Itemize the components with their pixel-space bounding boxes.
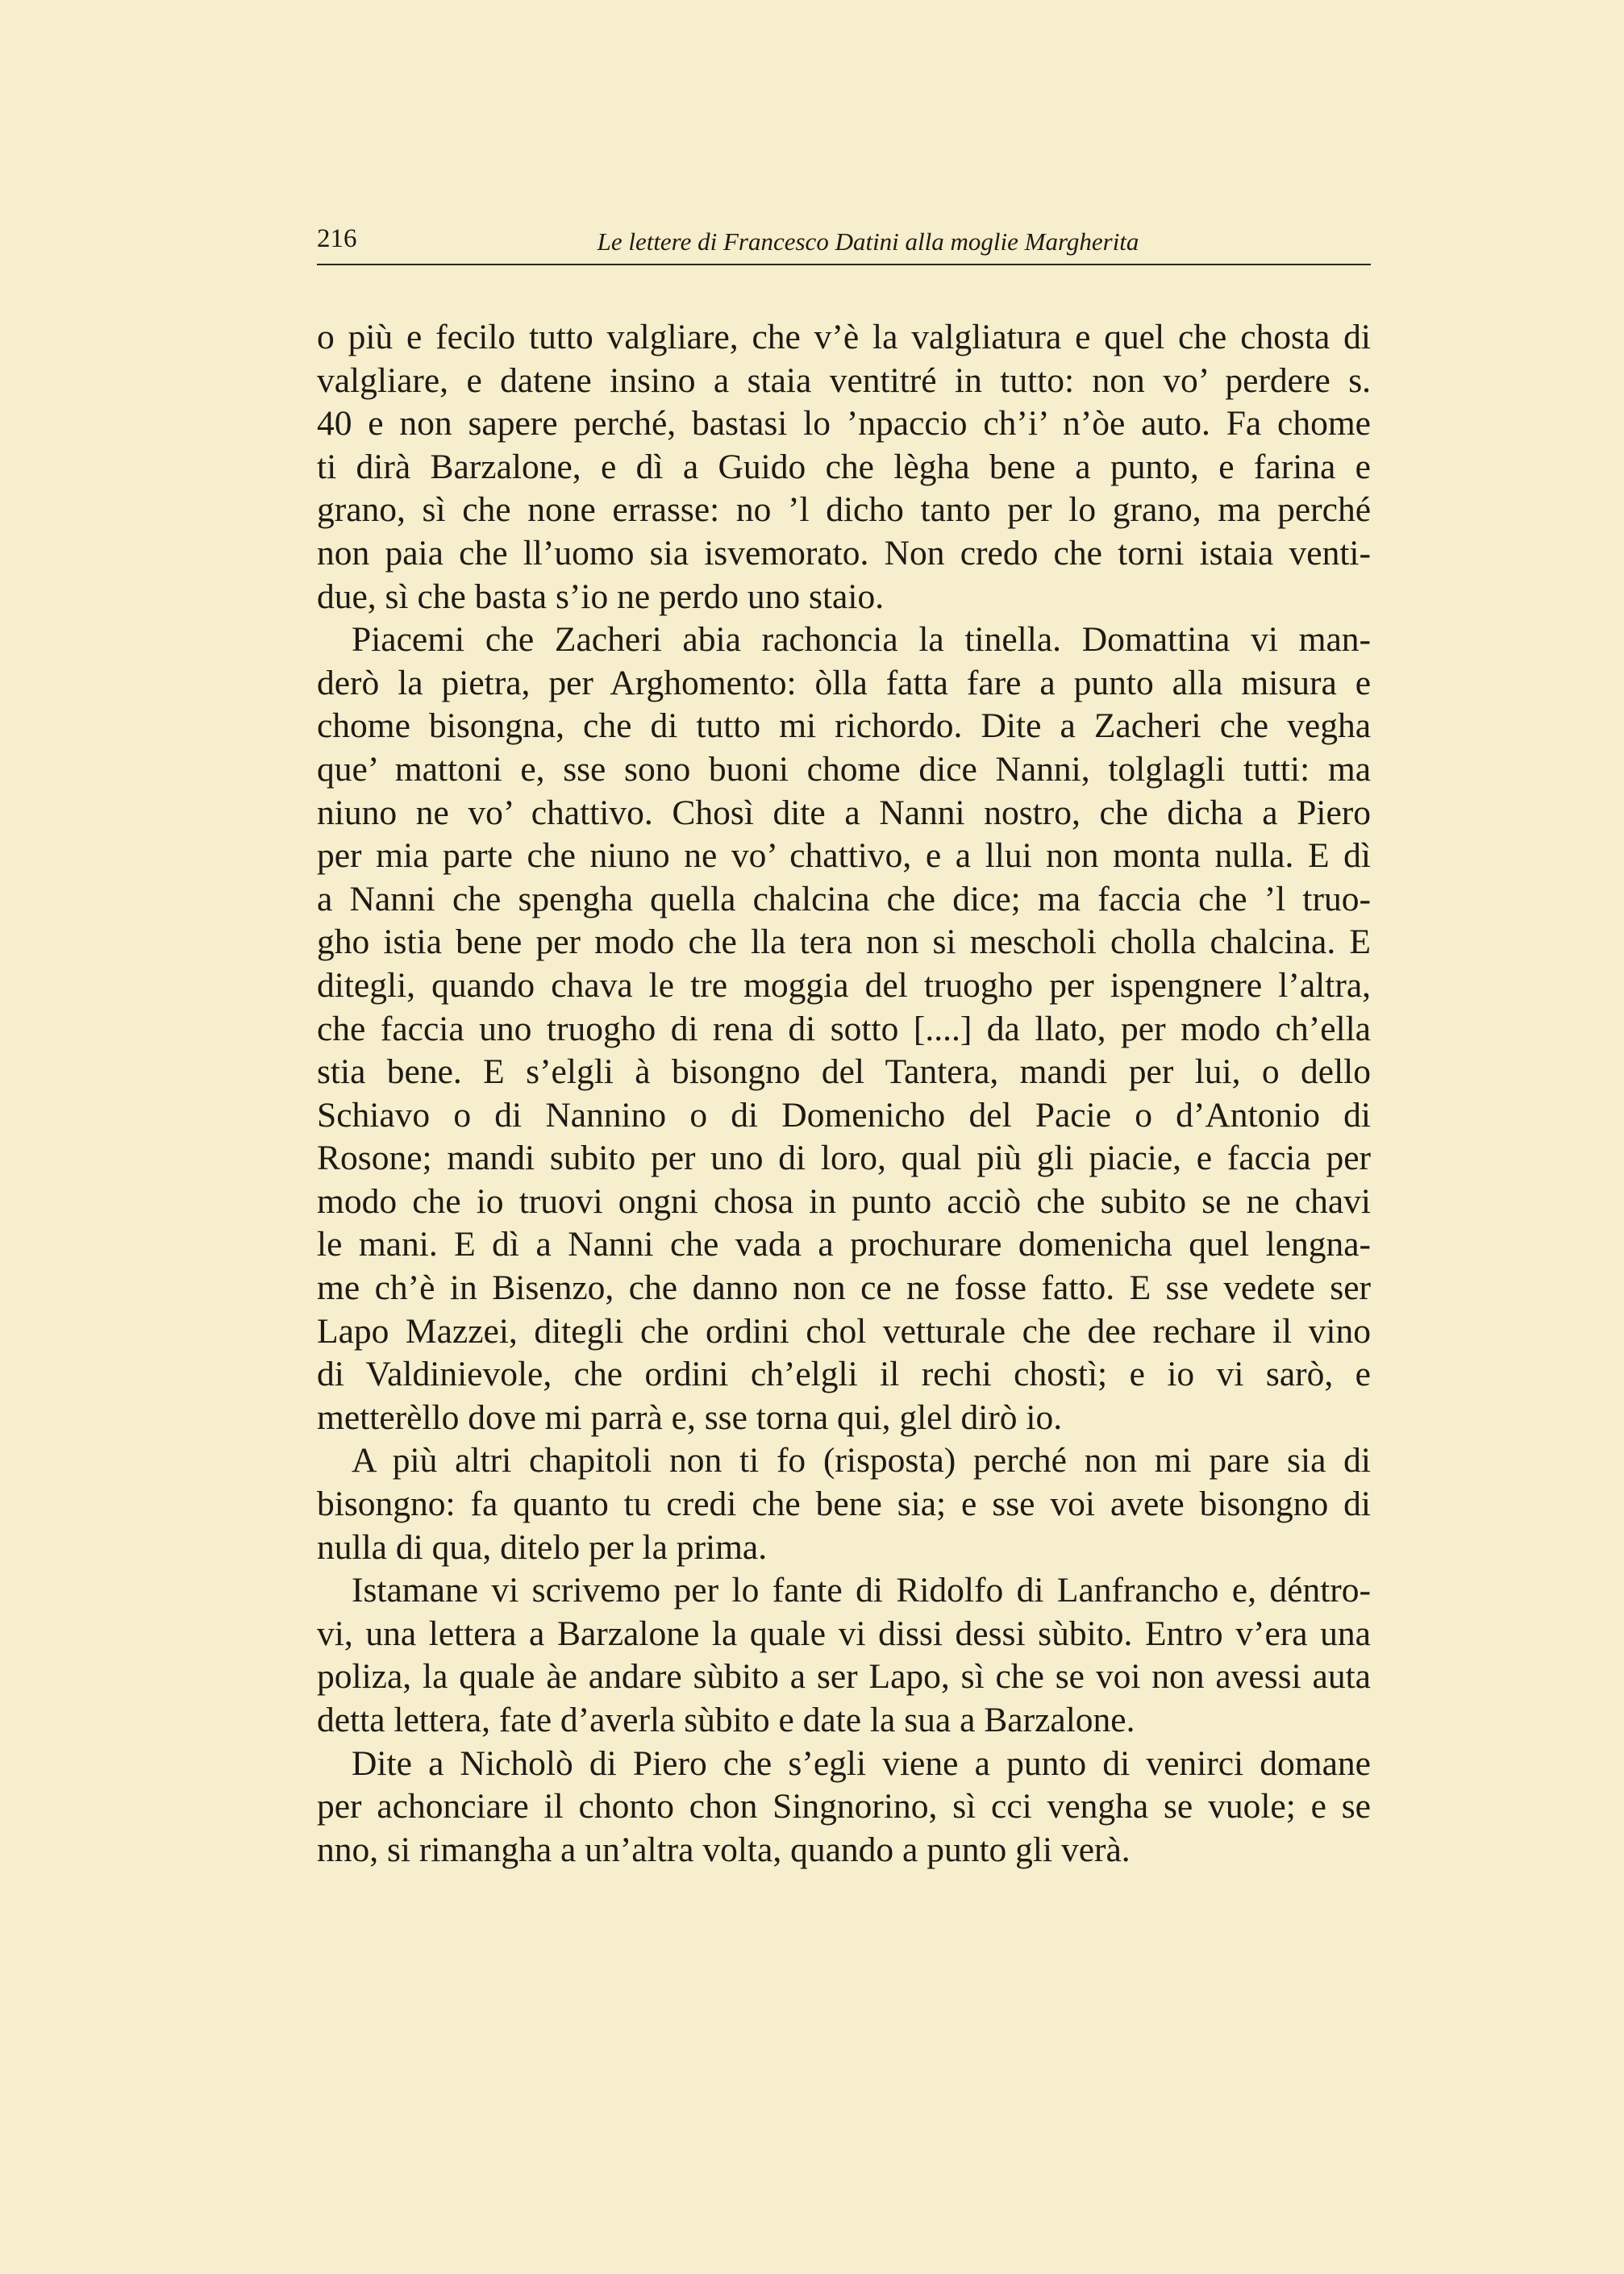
paragraph — [317, 618, 1371, 1439]
page-header — [317, 219, 1371, 264]
text-line: detta lettera, fate d’averla sùbito e date la sua a Barzalone. — [317, 1701, 1135, 1739]
text-line: gho istia bene per modo che lla tera non si mescholi cholla chalcina. E — [317, 923, 1371, 962]
text-line: modo che io truovi ongni chosa in punto acciò che subito se ne chavi — [317, 1181, 1371, 1221]
text-line: le mani. E dì a Nanni che vada a prochurare domenicha quel lengna- — [317, 1225, 1371, 1264]
text-line: Rosone; mandi subito per uno di loro, qual più gli piacie, e faccia per — [317, 1139, 1371, 1178]
text-line: Istamane vi scrivemo per lo fante di Ridolfo di Lanfrancho e, déntro- — [352, 1571, 1371, 1610]
text-line: Dite a Nicholò di Piero che s’egli viene a punto di venirci domane — [352, 1743, 1371, 1783]
text-line: o più e fecilo tutto valgliare, che v’è la valgliatura e quel che chosta di — [317, 318, 1371, 356]
text-line: grano, sì che none errasse: no ’l dicho tanto per lo grano, ma perché — [317, 490, 1371, 530]
text-line: Schiavo o di Nannino o di Domenicho del Pacie o d’Antonio di — [317, 1095, 1371, 1135]
running-title: Le lettere di Francesco Datini alla moglie Margherita — [597, 227, 1139, 256]
text-line: a Nanni che spengha quella chalcina che dice; ma faccia che ’l truo- — [317, 879, 1371, 918]
text-line: che faccia uno truogho di rena di sotto [....] da llato, per modo ch’ella — [317, 1009, 1371, 1048]
text-line: 40 e non sapere perché, bastasi lo ’npaccio ch’i’ n’òe auto. Fa chome — [317, 404, 1371, 444]
text-line: chome bisongna, che di tutto mi richordo. Dite a Zacheri che vegha — [317, 706, 1371, 746]
text-line: due, sì che basta s’io ne perdo uno staio. — [317, 577, 885, 616]
paragraph — [317, 316, 1371, 618]
text-line: Lapo Mazzei, ditegli che ordini chol vetturale che dee rechare il vino — [317, 1311, 1371, 1351]
text-line: poliza, la quale àe andare sùbito a ser Lapo, sì che se voi non avessi auta — [317, 1657, 1371, 1697]
text-line: nno, si rimangha a un’altra volta, quando a punto gli verà. — [317, 1830, 1131, 1869]
text-line: vi, una lettera a Barzalone la quale vi dissi dessi sùbito. Entro v’era una — [317, 1614, 1371, 1653]
text-line: bisongno: fa quanto tu credi che bene sia; e sse voi avete bisongno di — [317, 1485, 1371, 1524]
paragraph — [317, 1439, 1371, 1569]
text-line: que’ mattoni e, sse sono buoni chome dice Nanni, tolglagli tutti: ma — [317, 749, 1371, 789]
text-line: me ch’è in Bisenzo, che danno non ce ne fosse fatto. E sse vedete ser — [317, 1268, 1371, 1308]
paragraph — [317, 1569, 1371, 1742]
text-line: ditegli, quando chava le tre moggia del truogho per ispengnere l’altra, — [317, 965, 1371, 1005]
text-line: valgliare, e datene insino a staia ventitré in tutto: non vo’ perdere s. — [317, 360, 1371, 400]
text-line: di Valdinievole, che ordini ch’elgli il rechi chostì; e io vi sarò, e — [317, 1355, 1371, 1394]
paragraph — [317, 1743, 1371, 1872]
text-line: A più altri chapitoli non ti fo (risposta) perché non mi pare sia di — [352, 1441, 1371, 1481]
header-rule — [317, 264, 1371, 265]
body-text — [317, 316, 1371, 1872]
text-line: metterèllo dove mi parrà e, sse torna qui, glel dirò io. — [317, 1397, 1063, 1437]
text-line: derò la pietra, per Arghomento: òlla fatta fare a punto alla misura e — [317, 663, 1371, 702]
text-line: stia bene. E s’elgli à bisongno del Tantera, mandi per lui, o dello — [317, 1052, 1371, 1092]
text-line: non paia che ll’uomo sia isvemorato. Non credo che torni istaia venti- — [317, 533, 1371, 573]
page-number: 216 — [317, 224, 357, 253]
text-line: Piacemi che Zacheri abia rachoncia la tinella. Domattina vi man- — [352, 620, 1371, 660]
text-line: ti dirà Barzalone, e dì a Guido che lègha bene a punto, e farina e — [317, 447, 1371, 486]
text-line: nulla di qua, ditelo per la prima. — [317, 1527, 768, 1567]
text-line: per achonciare il chonto chon Singnorino, sì cci vengha se vuole; e se — [317, 1787, 1371, 1826]
text-line: niuno ne vo’ chattivo. Chosì dite a Nanni nostro, che dicha a Piero — [317, 793, 1371, 832]
text-line: per mia parte che niuno ne vo’ chattivo, e a llui non monta nulla. E dì — [317, 836, 1371, 876]
